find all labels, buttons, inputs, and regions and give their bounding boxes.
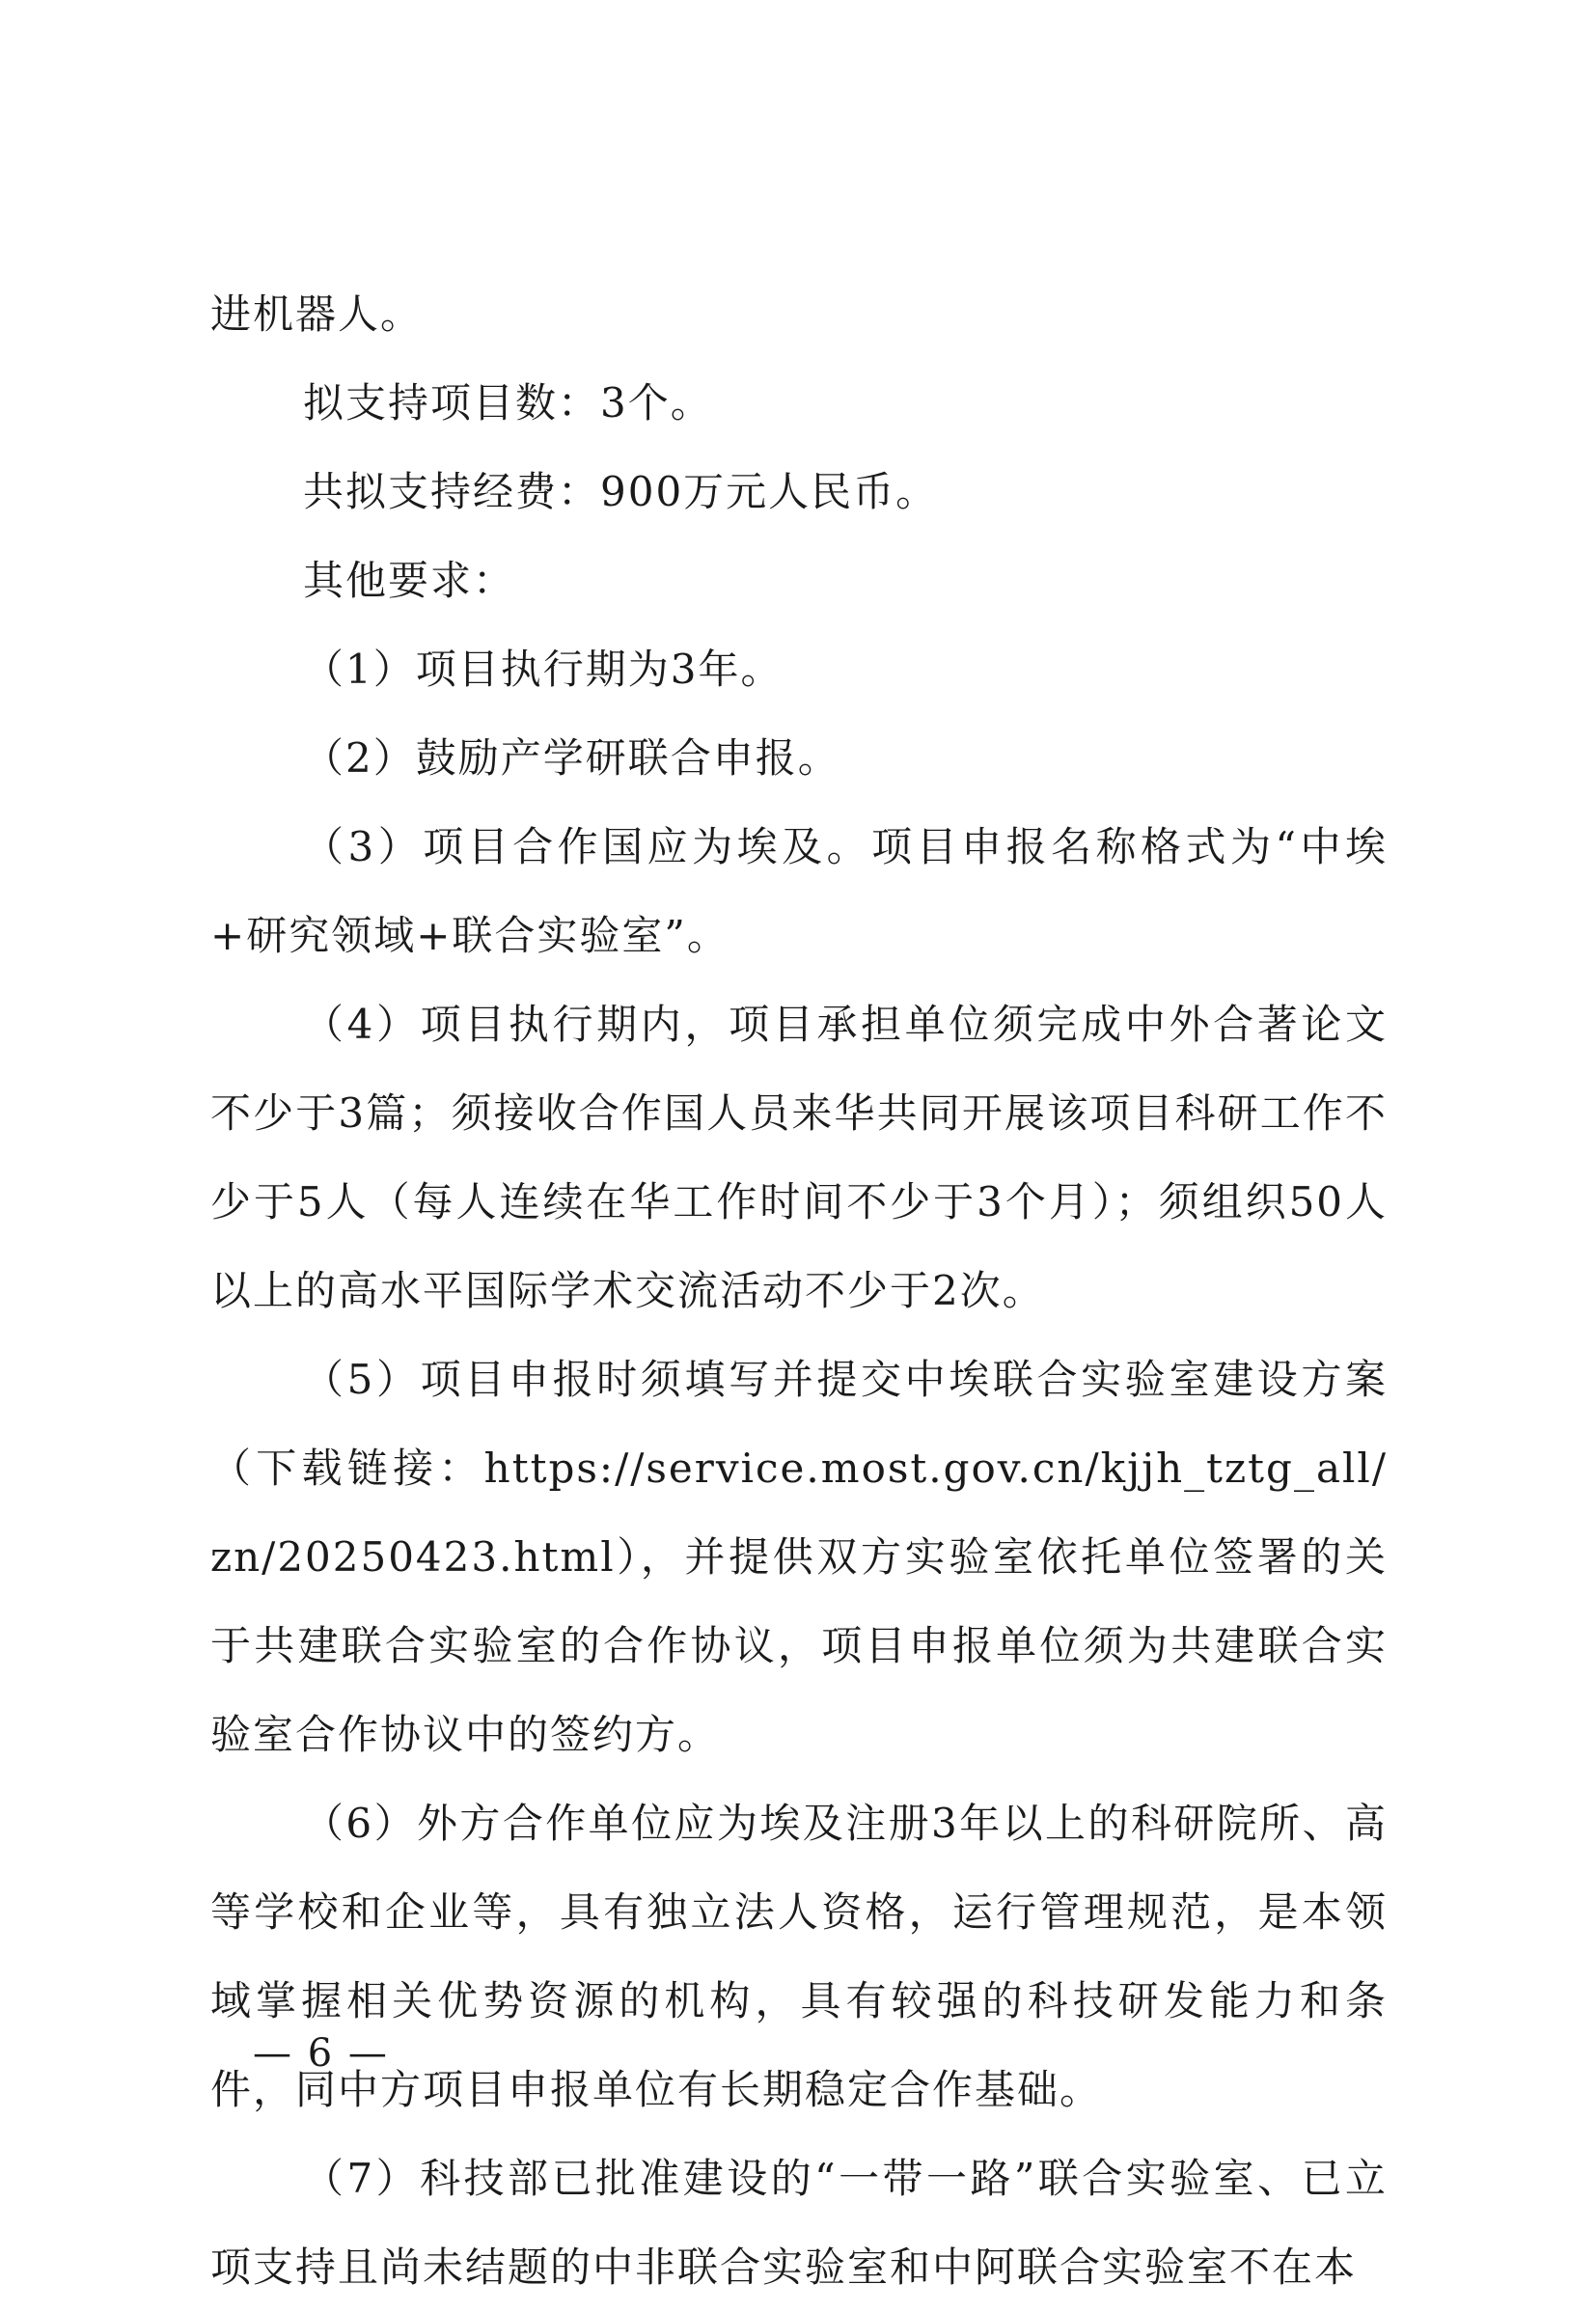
requirement-item-4: （4）项目执行期内，项目承担单位须完成中外合著论文不少于3篇；须接收合作国人员来华共同开展该项目科研工作不少于5人（每人连续在华工作时间不少于3个月）；须组织50人以上的高水平国际学术交流活动不少于2次。: [210, 1001, 1388, 1314]
page-number: — 6 —: [253, 2031, 389, 2076]
paragraph-other-requirements-heading: 其他要求：: [303, 557, 516, 604]
requirement-item-7: （7）科技部已批准建设的“一带一路”联合实验室、已立项支持且尚未结题的中非联合实验室和中阿联合实验室不在本: [210, 2155, 1388, 2291]
document-body: [210, 270, 1388, 2312]
requirement-item-1: （1）项目执行期为3年。: [303, 646, 784, 693]
paragraph-continuation: 进机器人。: [210, 290, 424, 338]
requirement-item-6: （6）外方合作单位应为埃及注册3年以上的科研院所、高等学校和企业等，具有独立法人资格，运行管理规范，是本领域掌握相关优势资源的机构，具有较强的科技研发能力和条件，同中方项目申报单位有长期稳定合作基础。: [210, 1800, 1388, 2113]
paragraph-funding: 共拟支持经费：900万元人民币。: [303, 468, 939, 515]
requirement-item-3: （3）项目合作国应为埃及。项目申报名称格式为“中埃+研究领域+联合实验室”。: [210, 823, 1388, 959]
paragraph-project-count: 拟支持项目数：3个。: [303, 379, 713, 427]
requirement-item-5: （5）项目申报时须填写并提交中埃联合实验室建设方案（下载链接：https://service.most.gov.cn/kjjh_tztg_all/zn/20250423.html），并提供双方实验室依托单位签署的关于共建联合实验室的合作协议，项目申报单位须为共建联合实验室合作协议中的签约方。: [210, 1356, 1388, 1758]
requirement-item-2: （2）鼓励产学研联合申报。: [303, 734, 840, 782]
